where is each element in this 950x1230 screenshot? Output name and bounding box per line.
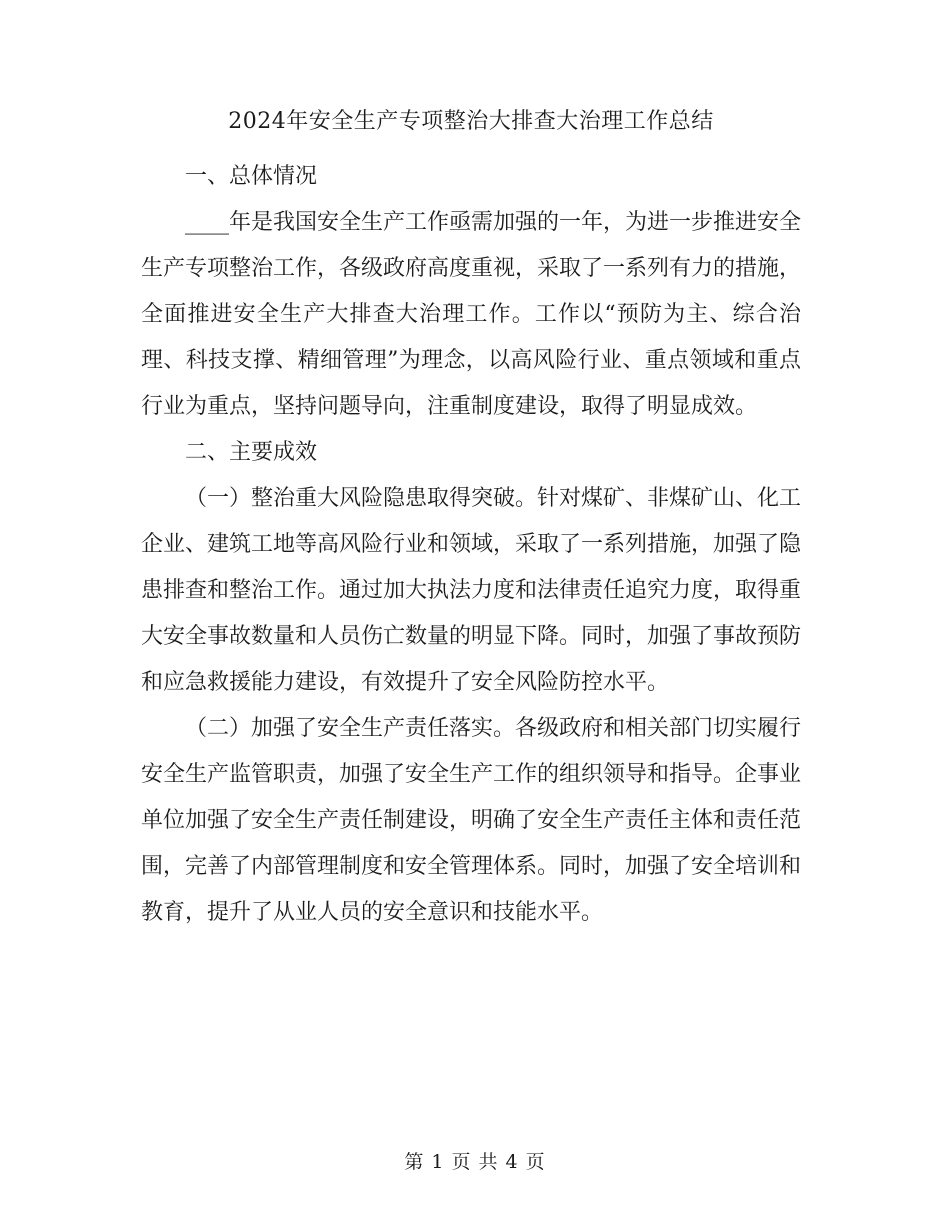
paragraph-overview: ____年是我国安全生产工作亟需加强的一年，为进一步推进安全生产专项整治工作，各级政府高度重视，采取了一系列有力的措施，全面推进安全生产大排查大治理工作。工作以“预防为主、综合治理、科技支撑、精细管理”为理念，以高风险行业、重点领域和重点行业为重点，坚持问题导向，注重制度建设，取得了明显成效。 (141, 210, 802, 419)
document-title: 2024年安全生产专项整治大排查大治理工作总结 (228, 109, 714, 134)
page-number-indicator: 第 1 页 共 4 页 (404, 1151, 546, 1173)
paragraph-achievement-2: （二）加强了安全生产责任落实。各级政府和相关部门切实履行安全生产监管职责，加强了安全生产工作的组织领导和指导。企事业单位加强了安全生产责任制建设，明确了安全生产责任主体和责任范围，完善了内部管理制度和安全管理体系。同时，加强了安全培训和教育，提升了从业人员的安全意识和技能水平。 (141, 716, 802, 925)
section-heading-overview: 一、总体情况 (185, 164, 318, 189)
paragraph-achievement-1: （一）整治重大风险隐患取得突破。针对煤矿、非煤矿山、化工企业、建筑工地等高风险行业和领域，采取了一系列措施，加强了隐患排查和整治工作。通过加大执法力度和法律责任追究力度，取得重大安全事故数量和人员伤亡数量的明显下降。同时，加强了事故预防和应急救援能力建设，有效提升了安全风险防控水平。 (141, 486, 802, 695)
document-body (141, 104, 801, 936)
section-heading-achievements: 二、主要成效 (185, 440, 318, 465)
page-footer (0, 1148, 950, 1176)
